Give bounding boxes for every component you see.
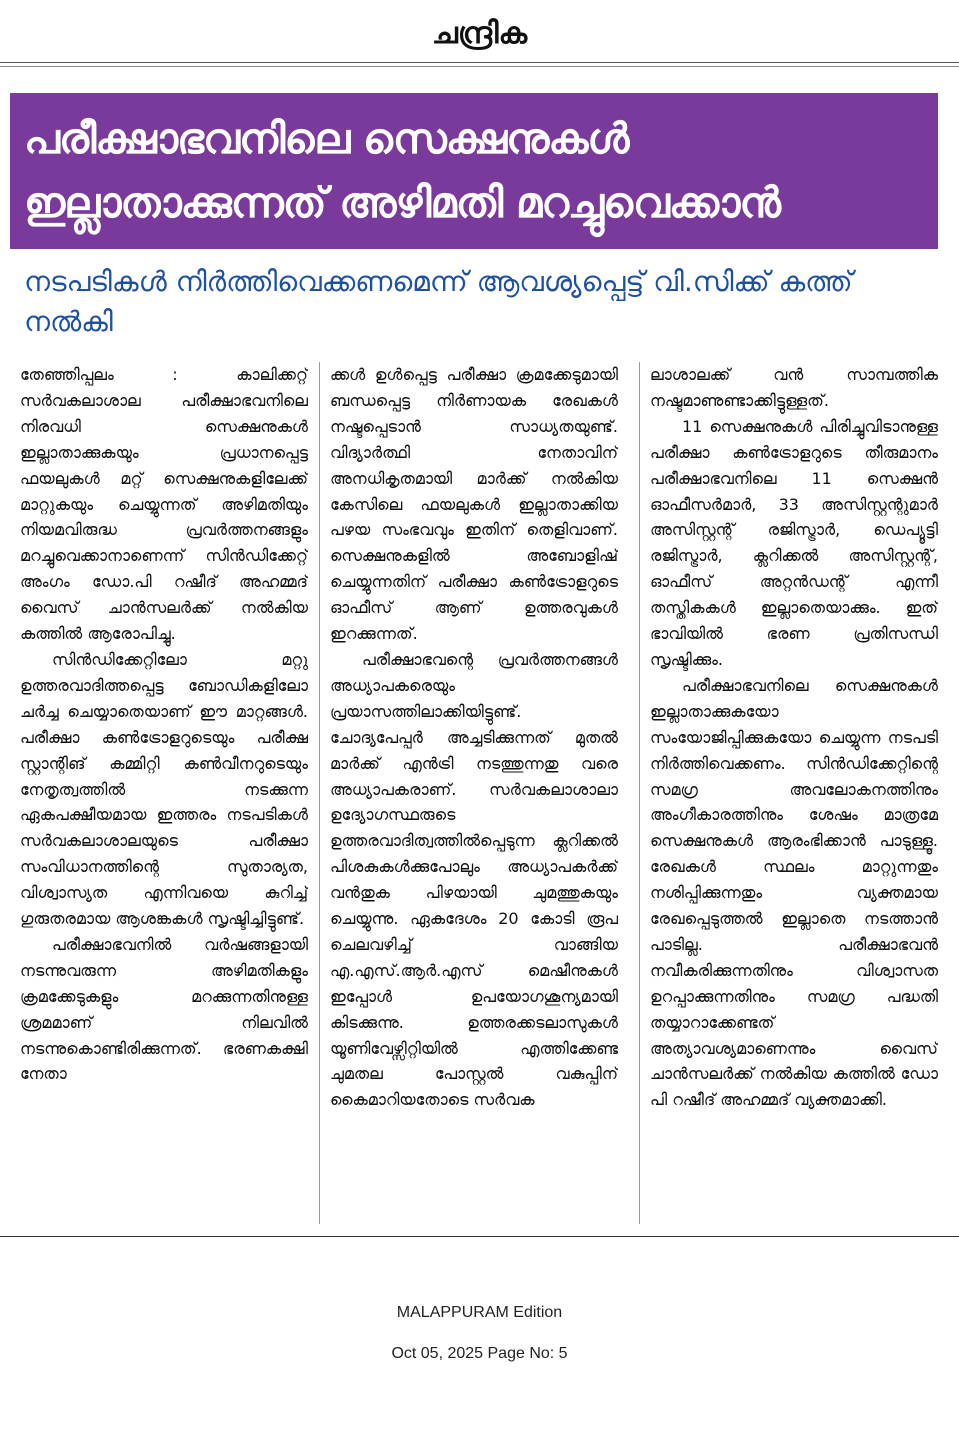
paragraph: ക്കൾ ഉൾപ്പെട്ട പരീക്ഷാ ക്രമക്കേടുമായി ബന്ധപ്പെട്ട നിർണായക രേഖകൾ നഷ്ടപ്പെടാൻ സാധ്യതയുണ്ട്. വിദ്യാർത്ഥി നേതാവിന് അനധികൃതമായി മാർക്ക് നൽകിയ കേസിലെ ഫയലുകൾ ഇല്ലാതാക്കിയ പഴയ സംഭവവും ഇതിന് തെളിവാണ്. സെക്ഷനുകളിൽ അബോളിഷ് ചെയ്യുന്നതിന് പരീക്ഷാ കൺട്രോളറുടെ ഓഫീസ് ആണ് ഉത്തരവുകൾ ഇറക്കുന്നത്. bbox=[330, 365, 618, 644]
column-divider bbox=[639, 362, 640, 1224]
paragraph: 11 സെക്ഷനുകൾ പിരിച്ചുവിടാനുള്ള പരീക്ഷാ കൺട്രോളറുടെ തീരുമാനം പരീക്ഷാഭവനിലെ 11 സെക്ഷൻ ഓഫീസർമാർ, 33 അസിസ്റ്റന്റുമാർ അസിസ്റ്റന്റ് രജിസ്ട്രാർ, ഡെപ്യൂട്ടി രജിസ്ട്രാർ, ക്ലറിക്കൽ അസിസ്റ്റന്റ്, ഓഫീസ് അറ്റൻഡന്റ് എന്നീ തസ്തികകൾ ഇല്ലാതെയാക്കും. ഇത് ഭാവിയിൽ ഭരണ പ്രതിസന്ധി സൃഷ്ടിക്കും. bbox=[650, 416, 938, 669]
paragraph: പരീക്ഷാഭവനിൽ വർഷങ്ങളായി നടന്നുവരുന്ന അഴിമതികളും ക്രമക്കേടുകളും മറക്കുന്നതിനുള്ള ശ്രമമാണ് നിലവിൽ നടന്നുകൊണ്ടിരിക്കുന്നത്. ഭരണകക്ഷി നേതാ bbox=[20, 934, 308, 1084]
paragraph: ലാശാലക്ക് വൻ സാമ്പത്തിക നഷ്ടമാണുണ്ടാക്കിട്ടുള്ളത്. bbox=[650, 365, 938, 410]
article-body bbox=[20, 362, 940, 1224]
headline-line-2: ഇല്ലാതാക്കുന്നത് അഴിമതി മറച്ചുവെക്കാൻ bbox=[24, 178, 780, 227]
paragraph: പരീക്ഷാഭവന്റെ പ്രവർത്തനങ്ങൾ അധ്യാപകരെയും പ്രയാസത്തിലാക്കിയിട്ടുണ്ട്. ചോദ്യപേപ്പർ അച്ചടിക്കുന്നത് മുതൽ മാർക്ക് എൻട്രി നടത്തുന്നതു വരെ അധ്യാപകരാണ്. സർവകലാശാലാ ഉദ്യോഗസ്ഥരുടെ ഉത്തരവാദിത്വത്തിൽപ്പെടുന്ന ക്ലറിക്കൽ പിശകുകൾക്കുപോലും അധ്യാപകർക്ക് വൻതുക പിഴയായി ചുമത്തുകയും ചെയ്യുന്നു. ഏകദേശം 20 കോടി രൂപ ചെലവഴിച്ച് വാങ്ങിയ എ.എസ്.ആർ.എസ് മെഷീനുകൾ ഇപ്പോൾ ഉപയോഗശൂന്യമായി കിടക്കുന്നു. ഉത്തരക്കടലാസുകൾ യൂണിവേഴ്സിറ്റിയിൽ എത്തിക്കേണ്ട ചുമതല പോസ്റ്റൽ വകുപ്പിന് കൈമാറിയതോടെ സർവക bbox=[330, 649, 618, 1110]
column-divider bbox=[319, 362, 320, 1224]
article-column-1 bbox=[20, 362, 308, 1224]
paragraph: സിൻഡിക്കേറ്റിലോ മറ്റു ഉത്തരവാദിത്തപ്പെട്ട ബോഡികളിലോ ചർച്ച ചെയ്യാതെയാണ് ഈ മാറ്റങ്ങൾ. പരീക്ഷാ കൺട്രോളറുടെയും പരീക്ഷ സ്റ്റാന്റിങ് കമ്മിറ്റി കൺവീനറുടെയും നേതൃത്വത്തിൽ നടക്കുന്ന ഏകപക്ഷീയമായ ഇത്തരം നടപടികൾ സർവകലാശാലയുടെ പരീക്ഷാ സംവിധാനത്തിന്റെ സുതാര്യത, വിശ്വാസ്യത എന്നിവയെ കുറിച്ച് ഗുരുതരമായ ആശങ്കകൾ സൃഷ്ടിച്ചിട്ടുണ്ട്. bbox=[20, 649, 308, 929]
article-bottom-divider bbox=[0, 1236, 959, 1237]
headline-banner bbox=[10, 93, 938, 249]
paragraph: തേഞ്ഞിപ്പലം : കാലിക്കറ്റ് സർവകലാശാല പരീക്ഷാഭവനിലെ നിരവധി സെക്ഷനുകൾ ഇല്ലാതാക്കുകയും പ്രധാനപ്പെട്ട ഫയലുകൾ മറ്റ് സെക്ഷനുകളിലേക്ക് മാറ്റുകയും ചെയ്യുന്നത് അഴിമതിയും നിയമവിരുദ്ധ പ്രവർത്തനങ്ങളും മറച്ചുവെക്കാനാണെന്ന് സിൻഡിക്കേറ്റ് അംഗം ഡോ.പി റഷീദ് അഹമ്മദ് വൈസ് ചാൻസലർക്ക് നൽകിയ കത്തിൽ ആരോപിച്ചു. bbox=[20, 365, 308, 644]
masthead-divider bbox=[0, 62, 959, 63]
masthead-divider-secondary bbox=[0, 66, 959, 67]
headline-line-1: പരീക്ഷാഭവനിലെ സെക്ഷനുകൾ bbox=[24, 114, 629, 163]
article-column-3 bbox=[650, 362, 938, 1224]
paragraph: പരീക്ഷാഭവനിലെ സെക്ഷനുകൾ ഇല്ലാതാക്കുകയോ സംയോജിപ്പിക്കുകയോ ചെയ്യുന്ന നടപടി നിർത്തിവെക്കണം. സിൻഡിക്കേറ്റിന്റെ സമഗ്ര അവലോകനത്തിനും അംഗീകാരത്തിനും ശേഷം മാത്രമേ സെക്ഷനുകൾ ആരംഭിക്കാൻ പാടുള്ളൂ. രേഖകൾ സ്ഥലം മാറ്റുന്നതും നശിപ്പിക്കുന്നതും വ്യക്തമായ രേഖപ്പെടുത്തൽ ഇല്ലാതെ നടത്താൻ പാടില്ല. പരീക്ഷാഭവൻ നവീകരിക്കുന്നതിനും വിശ്വാസത ഉറപ്പാക്കുന്നതിനും സമഗ്ര പദ്ധതി തയ്യാറാക്കേണ്ടത് അത്യാവശ്യമാണെന്നും വൈസ് ചാൻസലർക്ക് നൽകിയ കത്തിൽ ഡോ പി റഷീദ് അഹമ്മദ് വ്യക്തമാക്കി. bbox=[650, 675, 938, 1110]
newspaper-logo: ചന്ദ്രിക bbox=[431, 16, 528, 51]
article-column-2 bbox=[330, 362, 618, 1224]
masthead bbox=[0, 0, 959, 62]
date-page-label: Oct 05, 2025 Page No: 5 bbox=[391, 1345, 568, 1362]
subheadline: നടപടികൾ നിർത്തിവെക്കണമെന്ന് ആവശ്യപ്പെട്ട് വി.സിക്ക് കത്ത് നൽകി bbox=[24, 265, 853, 338]
edition-label: MALAPPURAM Edition bbox=[396, 1304, 563, 1321]
